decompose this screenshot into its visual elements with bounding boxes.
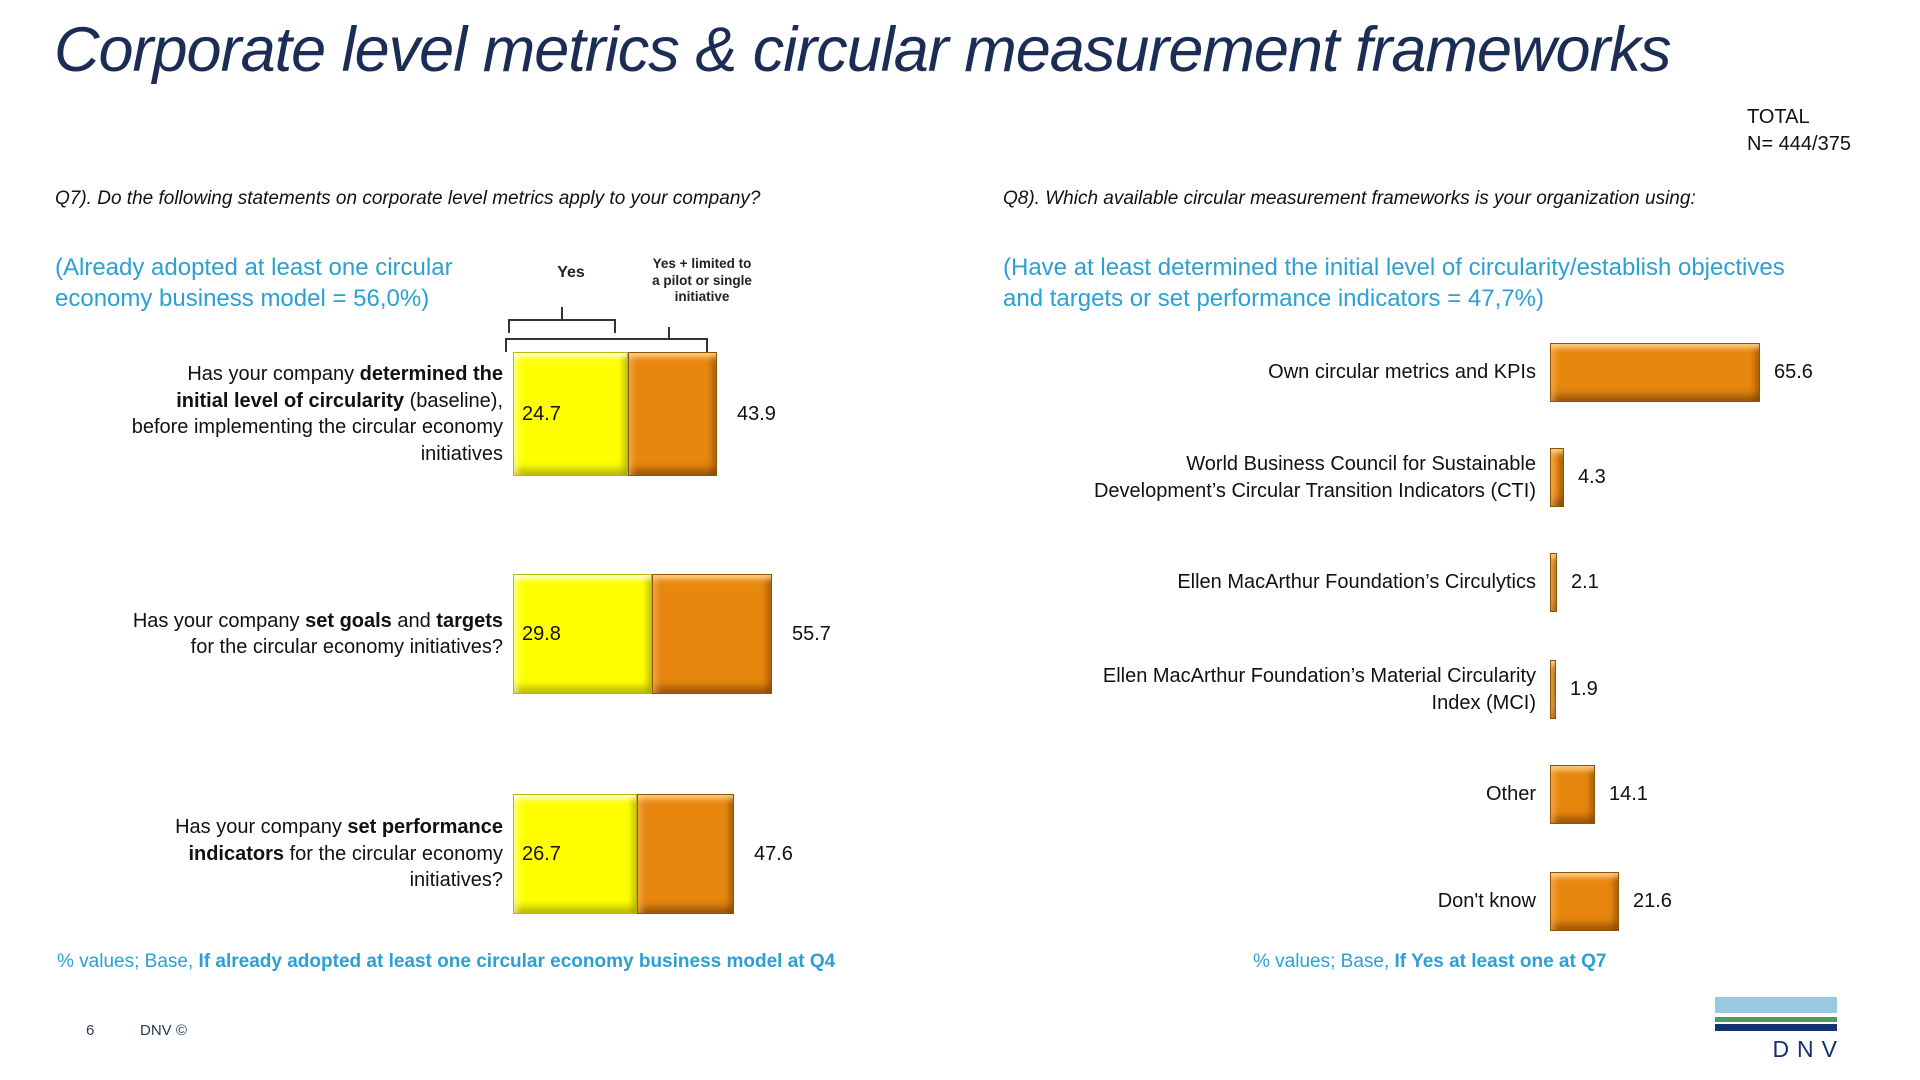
q7-yes-value: 24.7 (522, 402, 561, 425)
q7-subtitle (55, 252, 453, 314)
q7-total-value: 47.6 (754, 842, 793, 865)
q7-row-label: Has your company set goals and targets for the circular economy initiatives? (132, 609, 503, 658)
q8-row (0, 553, 1920, 612)
q8-row-label: Other (1485, 783, 1536, 805)
q7-footnote: % values; Base, If already adopted at least one circular economy business model at Q4 (57, 951, 836, 972)
q8-row (0, 660, 1920, 719)
q7-yes-value: 29.8 (522, 622, 561, 645)
logo-stripe-green (1715, 1017, 1837, 1022)
q8-value: 21.6 (1633, 890, 1672, 912)
q7-row-label: Has your company determined the initial level of circularity (baseline), before implementing the circular economy initiatives (131, 363, 503, 465)
q8-row (0, 448, 1920, 507)
q8-subtitle-line2: and targets or set performance indicators = 47,7%) (1003, 285, 1544, 312)
dnv-logo (1715, 997, 1845, 1063)
q7-subtitle-line1: (Already adopted at least one circular (55, 254, 453, 281)
q7-row-label: Has your company set performance indicators for the circular economy initiatives? (175, 816, 503, 892)
q8-framework-bar (1550, 872, 1619, 931)
q7-total-value: 55.7 (792, 622, 831, 645)
total-label: TOTAL (1747, 106, 1810, 128)
q8-row-label: Don't know (1437, 890, 1536, 912)
q7-total-value: 43.9 (737, 402, 776, 425)
copyright-label: DNV © (140, 1022, 187, 1039)
q7-col-header-yes-limited: Yes + limited to a pilot or single initiative (652, 256, 752, 304)
page-number: 6 (86, 1022, 95, 1039)
q8-value: 65.6 (1774, 361, 1813, 383)
q7-subtitle-line2: economy business model = 56,0%) (55, 285, 430, 312)
logo-stripe-navy (1715, 1024, 1837, 1031)
q8-subtitle (1003, 252, 1785, 314)
q8-footnote: % values; Base, If Yes at least one at Q7 (1253, 951, 1607, 972)
q8-value: 2.1 (1571, 571, 1599, 593)
logo-stripe-lightblue (1715, 997, 1837, 1013)
q8-framework-bar (1550, 553, 1557, 612)
q8-subtitle-line1: (Have at least determined the initial level of circularity/establish objectives (1003, 254, 1785, 281)
q7-col-header-yes: Yes (557, 264, 585, 281)
total-n-value: N= 444/375 (1747, 133, 1851, 155)
q8-row (0, 872, 1920, 931)
q8-framework-bar (1550, 448, 1564, 507)
q8-framework-bar (1550, 660, 1556, 719)
q8-row (0, 765, 1920, 824)
q8-row-label: Ellen MacArthur Foundation’s Material Circularity Index (MCI) (1102, 664, 1536, 714)
q8-value: 1.9 (1570, 678, 1598, 700)
q7-question: Q7). Do the following statements on corporate level metrics apply to your company? (55, 188, 761, 209)
q8-framework-bar (1550, 765, 1595, 824)
q8-framework-bar (1550, 343, 1760, 402)
total-base-block (1747, 104, 1851, 158)
page-title: Corporate level metrics & circular measurement frameworks (54, 15, 1671, 85)
q8-value: 14.1 (1609, 783, 1648, 805)
q8-question: Q8). Which available circular measurement frameworks is your organization using: (1003, 188, 1696, 209)
q8-row (0, 343, 1920, 402)
q7-yes-value: 26.7 (522, 842, 561, 865)
q8-row-label: Own circular metrics and KPIs (1268, 361, 1536, 383)
q8-row-label: Ellen MacArthur Foundation’s Circulytics (1177, 571, 1536, 593)
logo-text: DNV (1772, 1036, 1845, 1062)
q8-row-label: World Business Council for Sustainable Development’s Circular Transition Indicators (CTI) (1093, 452, 1536, 502)
q8-value: 4.3 (1578, 466, 1606, 488)
